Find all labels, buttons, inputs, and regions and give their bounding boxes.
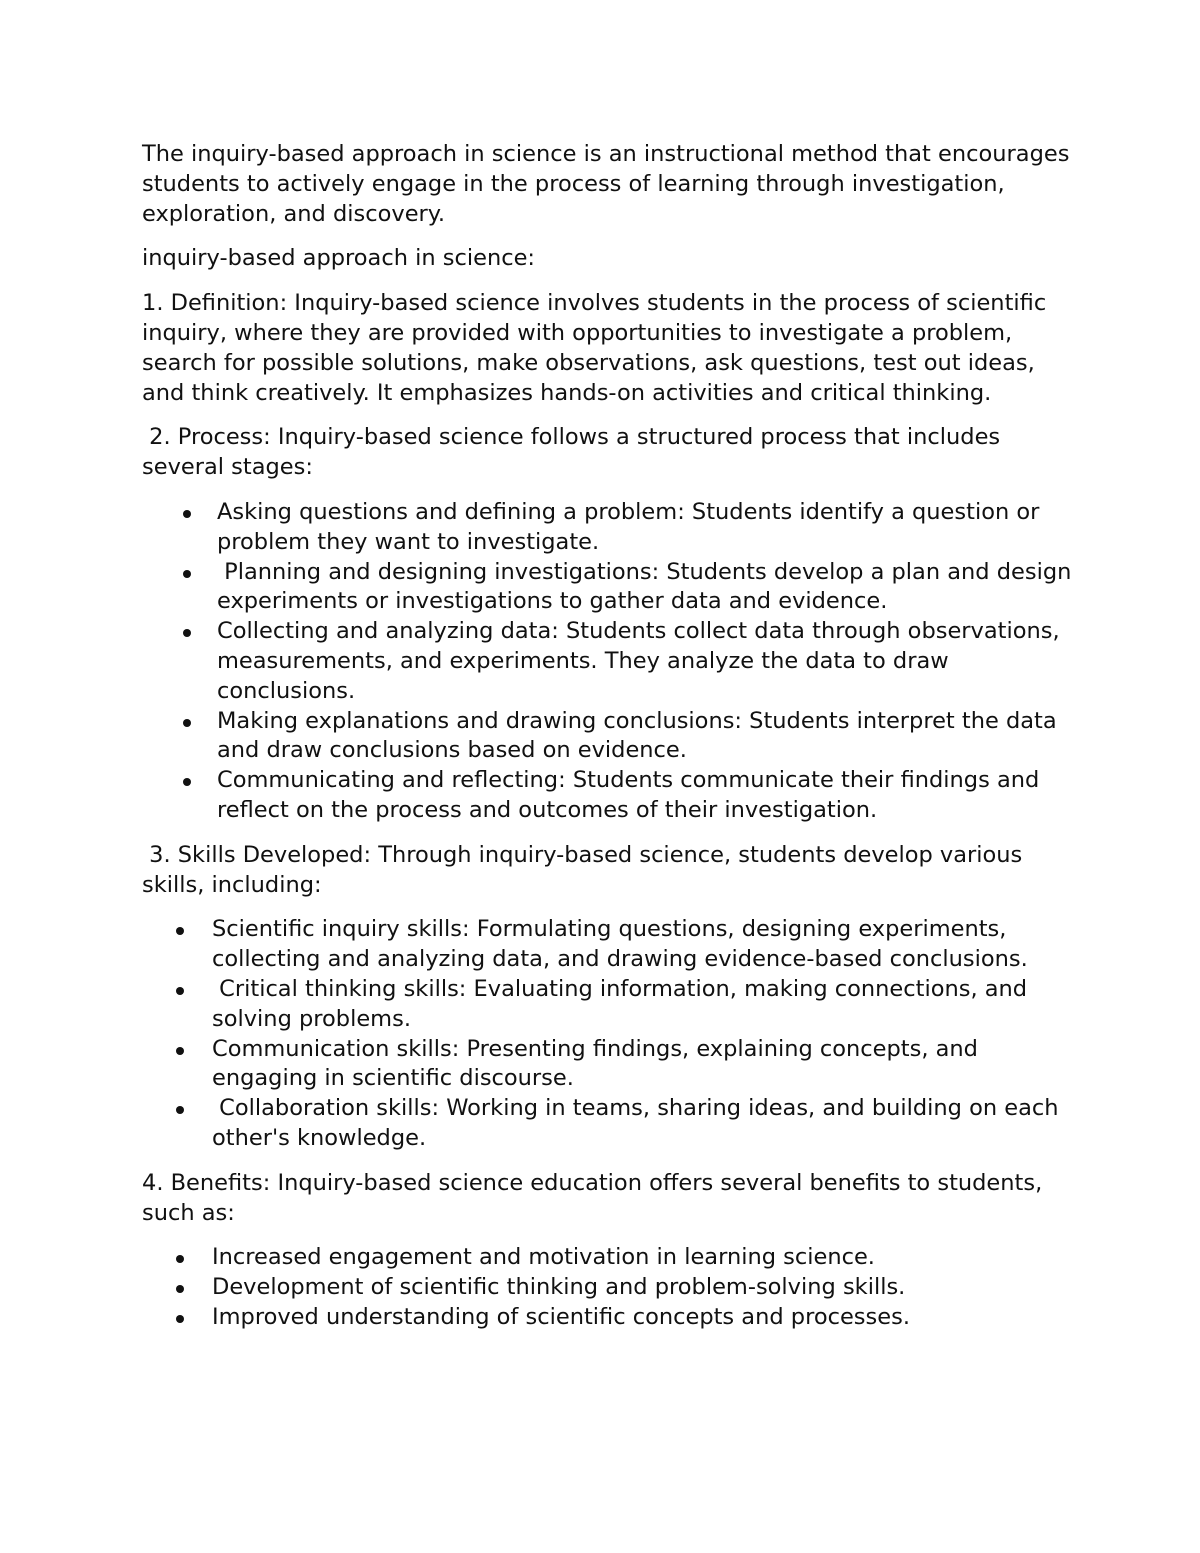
list-item-text: Making explanations and drawing conclusions: Students interpret the data and draw conclusions based on evidence. bbox=[217, 707, 1064, 764]
list-item bbox=[142, 617, 1072, 706]
list-item-text: Scientific inquiry skills: Formulating questions, designing experiments, collecting and analyzing data, and drawing evidence-based conclusions. bbox=[212, 916, 1028, 973]
list-item-text: Increased engagement and motivation in learning science. bbox=[212, 1244, 875, 1271]
bullet-icon bbox=[183, 570, 191, 578]
intro-paragraph: The inquiry-based approach in science is an instructional method that encourages students to actively engage in the process of learning through investigation, exploration, and discovery. bbox=[142, 141, 1077, 227]
list-item bbox=[142, 558, 1079, 618]
skills-list bbox=[142, 915, 1072, 1153]
list-item bbox=[142, 1303, 1072, 1333]
bullet-icon bbox=[176, 1285, 184, 1293]
bullet-icon bbox=[176, 1047, 184, 1055]
list-item-text: Communication skills: Presenting findings, explaining concepts, and engaging in scientific discourse. bbox=[212, 1035, 986, 1092]
list-item-text: Asking questions and defining a problem: Students identify a question or problem they want to investigate. bbox=[217, 498, 1047, 555]
document-body bbox=[142, 140, 1079, 1348]
list-item-text: Development of scientific thinking and problem-solving skills. bbox=[212, 1274, 906, 1301]
bullet-icon bbox=[176, 1255, 184, 1263]
list-item bbox=[142, 766, 1072, 826]
list-item-text: Collaboration skills: Working in teams, sharing ideas, and building on each other's knowledge. bbox=[212, 1095, 1066, 1151]
list-item bbox=[142, 498, 1072, 558]
list-item bbox=[142, 1094, 1072, 1154]
list-item bbox=[142, 975, 1072, 1035]
list-item-text: Critical thinking skills: Evaluating information, making connections, and solving problems. bbox=[212, 975, 1035, 1032]
process-heading: 2. Process: Inquiry-based science follows a structured process that includes several stages: bbox=[142, 424, 1008, 481]
benefits-list bbox=[142, 1243, 1072, 1332]
bullet-icon bbox=[176, 1315, 184, 1323]
bullet-icon bbox=[183, 719, 191, 727]
skills-heading: 3. Skills Developed: Through inquiry-based science, students develop various skills, including: bbox=[142, 841, 1030, 898]
subtitle-line: inquiry-based approach in science: bbox=[142, 245, 536, 272]
list-item-text: Collecting and analyzing data: Students collect data through observations, measurements, and experiments. They analyze the data to draw conclusions. bbox=[217, 618, 1067, 704]
list-item bbox=[142, 1243, 1072, 1273]
list-item-text: Communicating and reflecting: Students communicate their findings and reflect on the process and outcomes of their investigation. bbox=[217, 767, 1047, 823]
bullet-icon bbox=[183, 629, 191, 637]
definition-paragraph: 1. Definition: Inquiry-based science involves students in the process of scientific inquiry, where they are provided with opportunities to investigate a problem, search for possible solutions, make observations, ask questions, test out ideas, and think creatively. It emphasizes hands-on activities and critical thinking. bbox=[142, 290, 1054, 406]
bullet-icon bbox=[176, 927, 184, 935]
list-item bbox=[142, 915, 1072, 975]
list-item-text: Improved understanding of scientific concepts and processes. bbox=[212, 1303, 910, 1330]
bullet-icon bbox=[176, 987, 184, 995]
bullet-icon bbox=[176, 1106, 184, 1114]
bullet-icon bbox=[183, 778, 191, 786]
list-item bbox=[142, 1273, 1072, 1303]
list-item bbox=[142, 707, 1072, 767]
benefits-heading: 4. Benefits: Inquiry-based science education offers several benefits to students, such as: bbox=[142, 1169, 1050, 1226]
process-list bbox=[142, 498, 1079, 826]
list-item bbox=[142, 1035, 1072, 1095]
bullet-icon bbox=[183, 510, 191, 518]
list-item-text: Planning and designing investigations: Students develop a plan and design experiments or investigations to gather data and evidence. bbox=[217, 558, 1079, 615]
